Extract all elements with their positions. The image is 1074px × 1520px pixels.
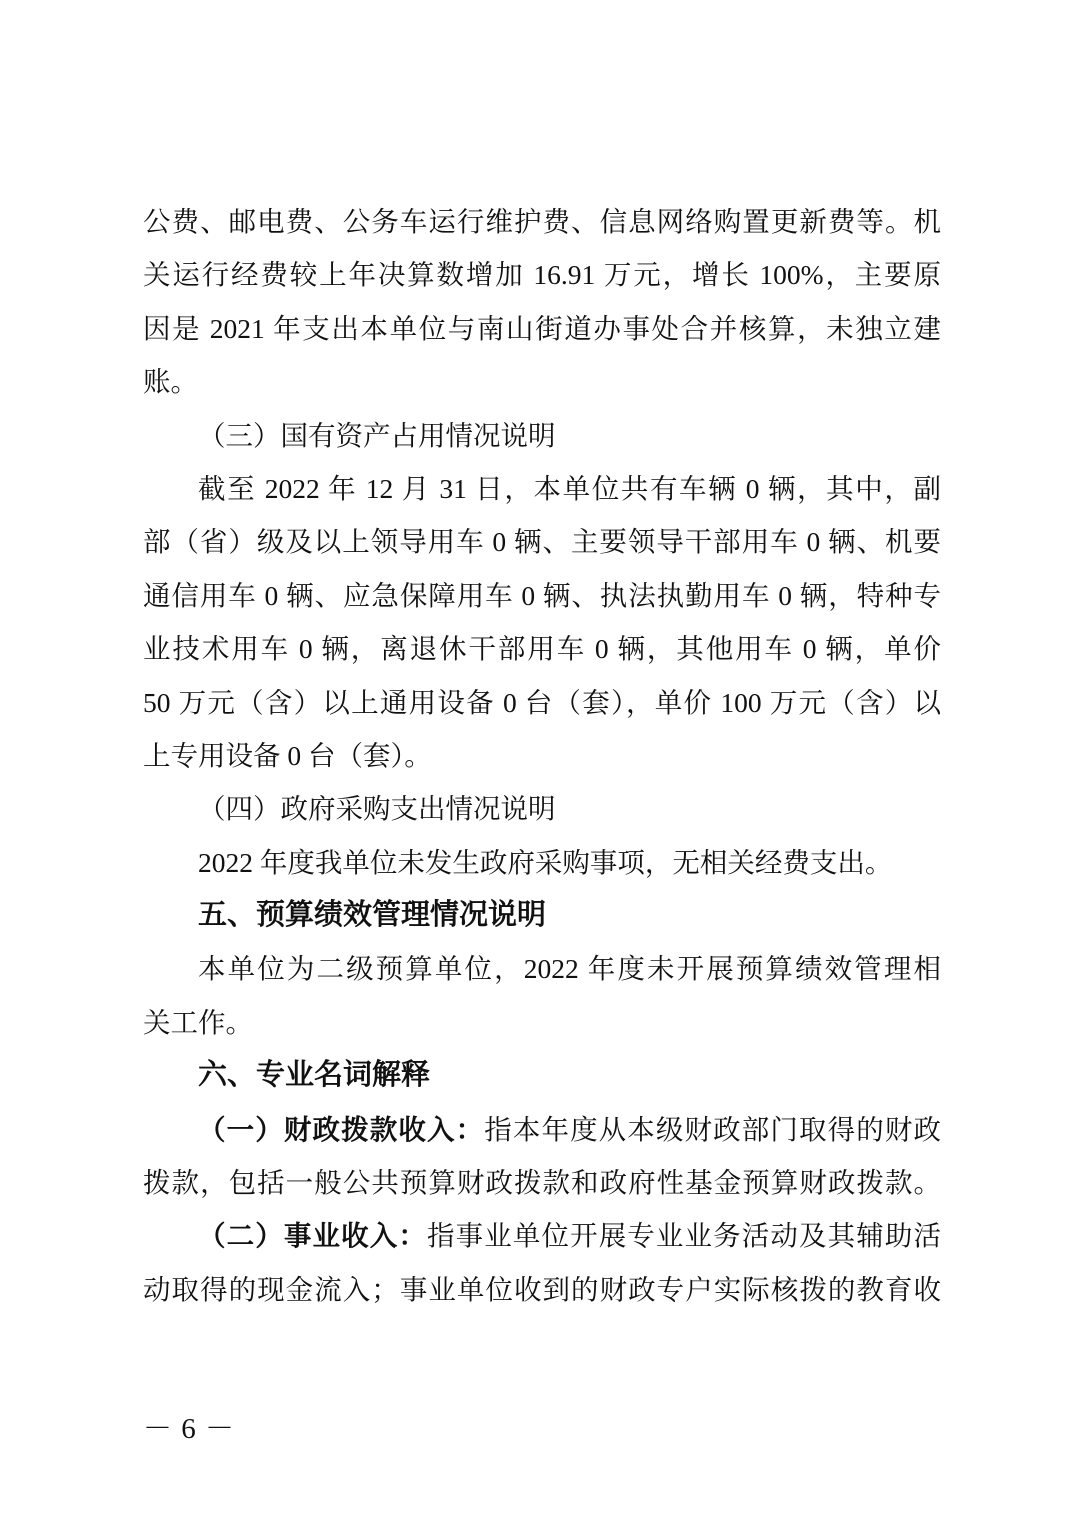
text-line: 动取得的现金流入；事业单位收到的财政专户实际核拨的教育收 xyxy=(143,1273,941,1305)
term-definition: 指事业单位开展专业业务活动及其辅助活 xyxy=(426,1220,942,1252)
text-line xyxy=(143,1103,941,1156)
text-line: 公费、邮电费、公务车运行维护费、信息网络购置更新费等。机 xyxy=(143,206,941,237)
term-definition: 指本年度从本级财政部门取得的财政 xyxy=(484,1113,942,1145)
text-line: 上专用设备 0 台（套）。 xyxy=(143,739,432,771)
section-heading-5: 五、预算绩效管理情况说明 xyxy=(198,899,547,932)
text-line: 业技术用车 0 辆，离退休干部用车 0 辆，其他用车 0 辆，单价 xyxy=(143,633,941,665)
text-line: 2022 年度我单位未发生政府采购事项，无相关经费支出。 xyxy=(198,846,893,878)
section-heading-4: （四）政府采购支出情况说明 xyxy=(198,793,556,825)
text-line: 账。 xyxy=(143,366,198,398)
text-line: 50 万元（含）以上通用设备 0 台（套），单价 100 万元（含）以 xyxy=(143,686,941,718)
text-line: 通信用车 0 辆、应急保障用车 0 辆、执法执勤用车 0 辆，特种专 xyxy=(143,579,941,611)
text-line: 关工作。 xyxy=(143,1006,253,1038)
text-line: 部（省）级及以上领导用车 0 辆、主要领导干部用车 0 辆、机要 xyxy=(143,526,941,558)
page-number: － 6 － xyxy=(143,1413,236,1445)
text-line: 拨款，包括一般公共预算财政拨款和政府性基金预算财政拨款。 xyxy=(143,1167,941,1199)
text-line xyxy=(143,1209,941,1262)
section-heading-3: （三）国有资产占用情况说明 xyxy=(198,419,556,451)
text-line: 关运行经费较上年决算数增加 16.91 万元，增长 100%，主要原 xyxy=(143,259,941,291)
text-line: 截至 2022 年 12 月 31 日，本单位共有车辆 0 辆，其中，副 xyxy=(198,472,941,504)
term-label: （一）财政拨款收入： xyxy=(198,1113,485,1145)
document-body xyxy=(143,195,941,1316)
section-heading-6: 六、专业名词解释 xyxy=(198,1059,431,1092)
text-line: 因是 2021 年支出本单位与南山街道办事处合并核算，未独立建 xyxy=(143,312,941,344)
term-label: （二）事业收入： xyxy=(198,1220,427,1252)
text-line: 本单位为二级预算单位，2022 年度未开展预算绩效管理相 xyxy=(198,953,941,985)
